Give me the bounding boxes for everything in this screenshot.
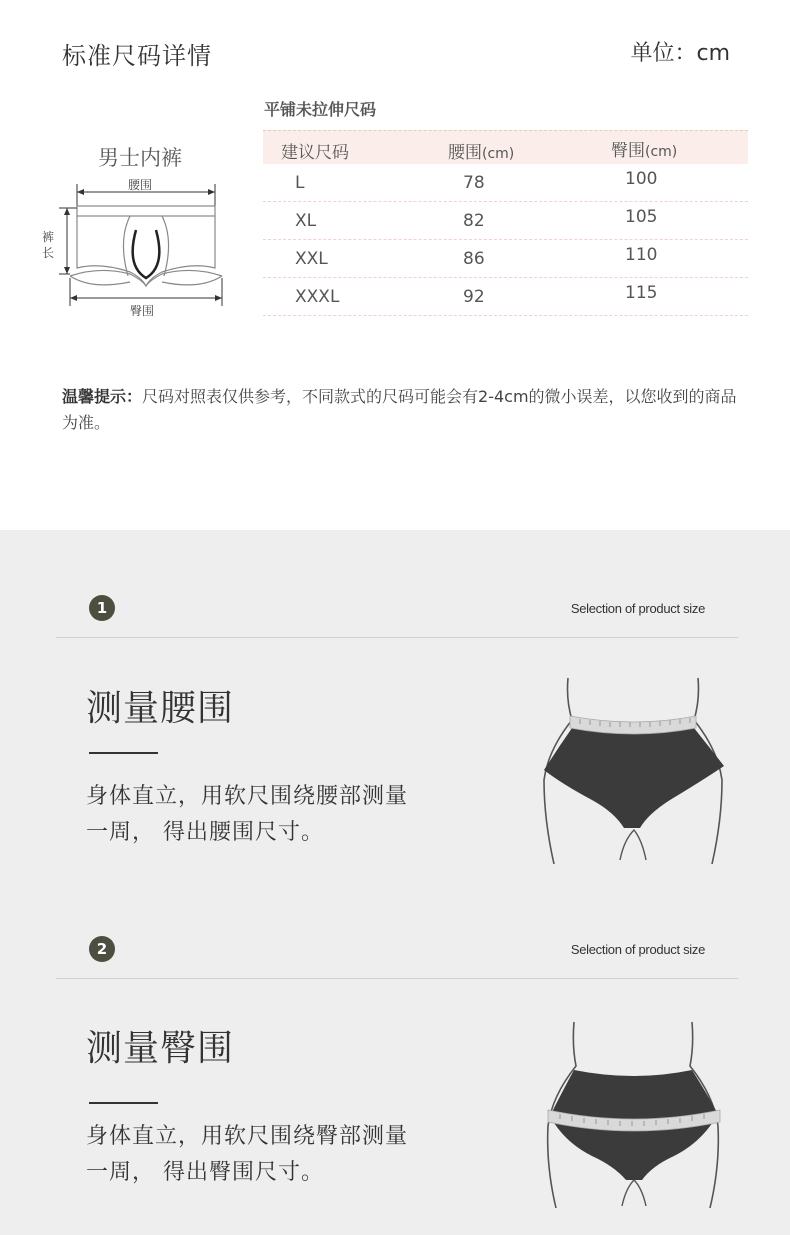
measure-guide-section [0, 530, 790, 1235]
measure-desc-line: 一周， 得出腰围尺寸。 [86, 820, 324, 845]
measure-desc [86, 1119, 486, 1191]
measure-title: 测量腰围 [86, 688, 235, 729]
cell-hip: 115 [625, 283, 658, 303]
measure-desc-line: 一周， 得出臀围尺寸。 [86, 1160, 324, 1185]
hip-label: 臀围 [130, 304, 155, 318]
measure-desc-line: 身体直立，用软尺围绕腰部测量 [86, 784, 409, 809]
tip-text [62, 384, 742, 436]
size-table [263, 130, 748, 316]
step-number-badge: 2 [89, 936, 115, 962]
unit-label: 单位：cm [630, 41, 730, 66]
section-caption: Selection of product size [570, 601, 705, 616]
measure-title: 测量臀围 [86, 1028, 235, 1069]
section-caption: Selection of product size [570, 942, 705, 957]
waist-measure-figure-icon [530, 670, 730, 870]
title-underline [89, 1102, 158, 1104]
flat-size-title: 平铺未拉伸尺码 [264, 100, 377, 119]
table-header [263, 130, 748, 164]
product-name: 男士内裤 [98, 146, 182, 170]
title-underline [89, 752, 158, 754]
table-row [263, 164, 748, 202]
hip-measure-figure-icon [530, 1016, 730, 1212]
underwear-diagram [30, 170, 230, 322]
measure-desc [86, 779, 486, 851]
cell-hip: 100 [625, 169, 658, 189]
header-waist: 腰围(cm) [448, 143, 515, 163]
tip-label: 温馨提示： [62, 387, 143, 406]
length-label-2: 长 [42, 246, 55, 260]
section-divider [56, 978, 738, 979]
page-title: 标准尺码详情 [62, 42, 212, 70]
cell-size: XL [295, 211, 317, 231]
cell-waist: 78 [463, 173, 485, 193]
length-label-1: 裤 [42, 230, 55, 244]
tip-body: 尺码对照表仅供参考，不同款式的尺码可能会有2-4cm的微小误差，以您收到的商品为准。 [62, 387, 737, 432]
header-hip: 臀围(cm) [611, 141, 678, 161]
cell-size: XXL [295, 249, 328, 269]
section-divider [56, 637, 738, 638]
cell-waist: 86 [463, 249, 485, 269]
table-row [263, 202, 748, 240]
table-row [263, 240, 748, 278]
cell-size: L [295, 173, 305, 193]
measure-desc-line: 身体直立，用软尺围绕臀部测量 [86, 1124, 409, 1149]
table-row [263, 278, 748, 316]
cell-waist: 92 [463, 287, 485, 307]
cell-hip: 105 [625, 207, 658, 227]
cell-waist: 82 [463, 211, 485, 231]
waist-label: 腰围 [128, 178, 153, 192]
header-size: 建议尺码 [281, 143, 349, 163]
cell-hip: 110 [625, 245, 658, 265]
cell-size: XXXL [295, 287, 340, 307]
size-detail-section [0, 0, 790, 530]
step-number-badge: 1 [89, 595, 115, 621]
